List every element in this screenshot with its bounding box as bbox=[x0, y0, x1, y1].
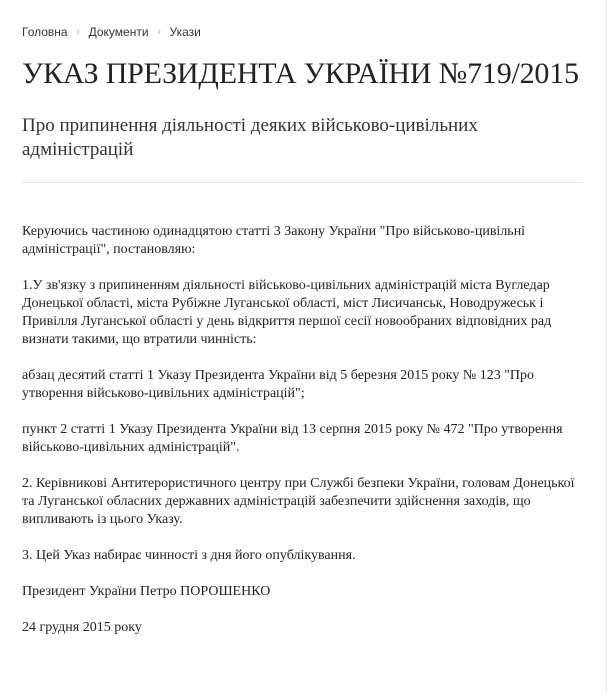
article-1-paragraph: 1.У зв'язку з припиненням діяльності військово-цивільних адміністрацій міста Вугледар Донецької області, міста Рубіжне Луганської області, міст Лисичанськ, Новодружеськ і Привілля Луганської області у день відкриття першої сесії новообраних відповідних рад визнати такими, що втратили чинність: bbox=[22, 278, 552, 347]
breadcrumb-link-home[interactable]: Головна bbox=[22, 25, 68, 39]
document-date: 24 грудня 2015 року bbox=[22, 620, 142, 635]
article-1-item-a: абзац десятий статті 1 Указу Президента України від 5 березня 2015 року № 123 "Про утворення військово-цивільних адміністрацій"; bbox=[22, 368, 535, 401]
article-1-item-b: пункт 2 статті 1 Указу Президента України від 13 серпня 2015 року № 472 "Про утворення військово-цивільних адміністрацій". bbox=[22, 422, 563, 455]
breadcrumb-link-documents[interactable]: Документи bbox=[88, 25, 149, 39]
preamble-paragraph: Керуючись частиною одинадцятою статті 3 Закону України "Про військово-цивільні адміністрації", постановляю: bbox=[22, 224, 526, 257]
page-title: УКАЗ ПРЕЗИДЕНТА УКРАЇНИ №719/2015 bbox=[22, 57, 579, 90]
article-3-paragraph: 3. Цей Указ набирає чинності з дня його опублікування. bbox=[22, 548, 356, 563]
signature-line: Президент України Петро ПОРОШЕНКО bbox=[22, 584, 271, 599]
breadcrumb-link-decrees[interactable]: Укази bbox=[169, 25, 201, 39]
document-body bbox=[22, 223, 584, 655]
article-2-paragraph: 2. Керівникові Антитерористичного центру при Службі безпеки України, головам Донецької та Луганської обласних державних адміністрацій забезпечити здійснення заходів, що випливають із цього Указу. bbox=[22, 476, 575, 527]
breadcrumb bbox=[22, 25, 201, 39]
page-subtitle: Про припинення діяльності деяких військово-цивільних адміністрацій bbox=[22, 115, 478, 160]
chevron-right-icon: › bbox=[157, 26, 161, 38]
chevron-right-icon: › bbox=[76, 26, 80, 38]
title-divider bbox=[22, 182, 583, 183]
